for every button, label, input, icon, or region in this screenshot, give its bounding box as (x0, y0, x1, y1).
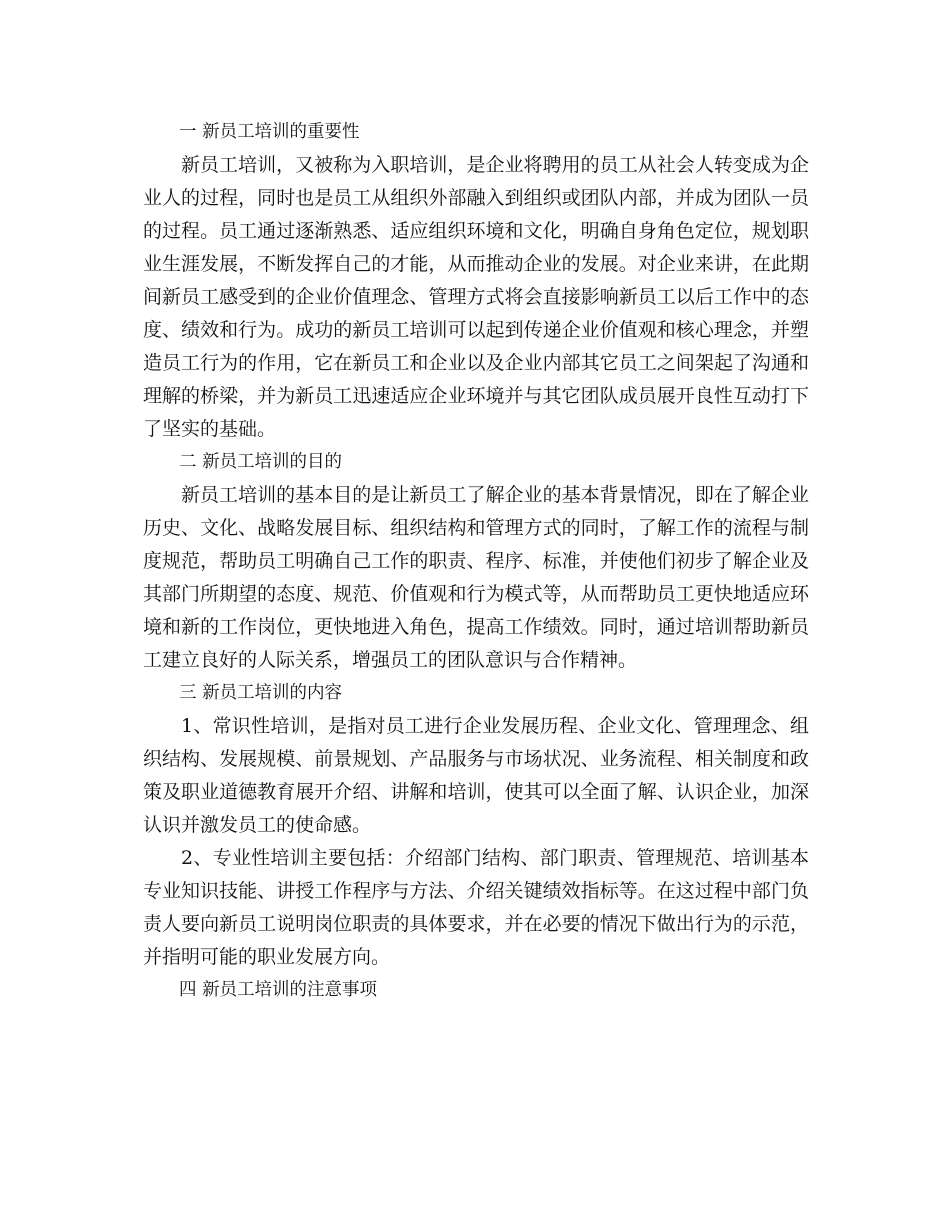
paragraph-general-training: 1、常识性培训，是指对员工进行企业发展历程、企业文化、管理理念、组织结构、发展规模、前景规划、产品服务与市场状况、业务流程、相关制度和政策及职业道德教育展开介绍、讲解和培训，使其可以全面了解、认识企业，加深认识并激发员工的使命感。 (143, 715, 809, 836)
section-heading-notes: 四 新员工培训的注意事项 (179, 980, 378, 1000)
section-heading-purpose: 二 新员工培训的目的 (179, 452, 343, 472)
section-heading-content: 三 新员工培训的内容 (179, 683, 343, 703)
paragraph-professional-training: 2、专业性培训主要包括：介绍部门结构、部门职责、管理规范、培训基本专业知识技能、讲授工作程序与方法、介绍关键绩效指标等。在这过程中部门负责人要向新员工说明岗位职责的具体要求，并在必要的情况下做出行为的示范，并指明可能的职业发展方向。 (143, 847, 809, 968)
document-body (143, 116, 809, 1007)
paragraph-purpose: 新员工培训的基本目的是让新员工了解企业的基本背景情况，即在了解企业历史、文化、战略发展目标、组织结构和管理方式的同时，了解工作的流程与制度规范，帮助员工明确自己工作的职责、程序、标准，并使他们初步了解企业及其部门所期望的态度、规范、价值观和行为模式等，从而帮助员工更快地适应环境和新的工作岗位，更快地进入角色，提高工作绩效。同时，通过培训帮助新员工建立良好的人际关系，增强员工的团队意识与合作精神。 (143, 484, 809, 671)
section-heading-importance: 一 新员工培训的重要性 (179, 122, 360, 142)
paragraph-importance: 新员工培训，又被称为入职培训，是企业将聘用的员工从社会人转变成为企业人的过程，同时也是员工从组织外部融入到组织或团队内部，并成为团队一员的过程。员工通过逐渐熟悉、适应组织环境和文化，明确自身角色定位，规划职业生涯发展，不断发挥自己的才能，从而推动企业的发展。对企业来讲，在此期间新员工感受到的企业价值理念、管理方式将会直接影响新员工以后工作中的态度、绩效和行为。成功的新员工培训可以起到传递企业价值观和核心理念，并塑造员工行为的作用，它在新员工和企业以及企业内部其它员工之间架起了沟通和理解的桥梁，并为新员工迅速适应企业环境并与其它团队成员展开良性互动打下了坚实的基础。 (143, 154, 809, 440)
